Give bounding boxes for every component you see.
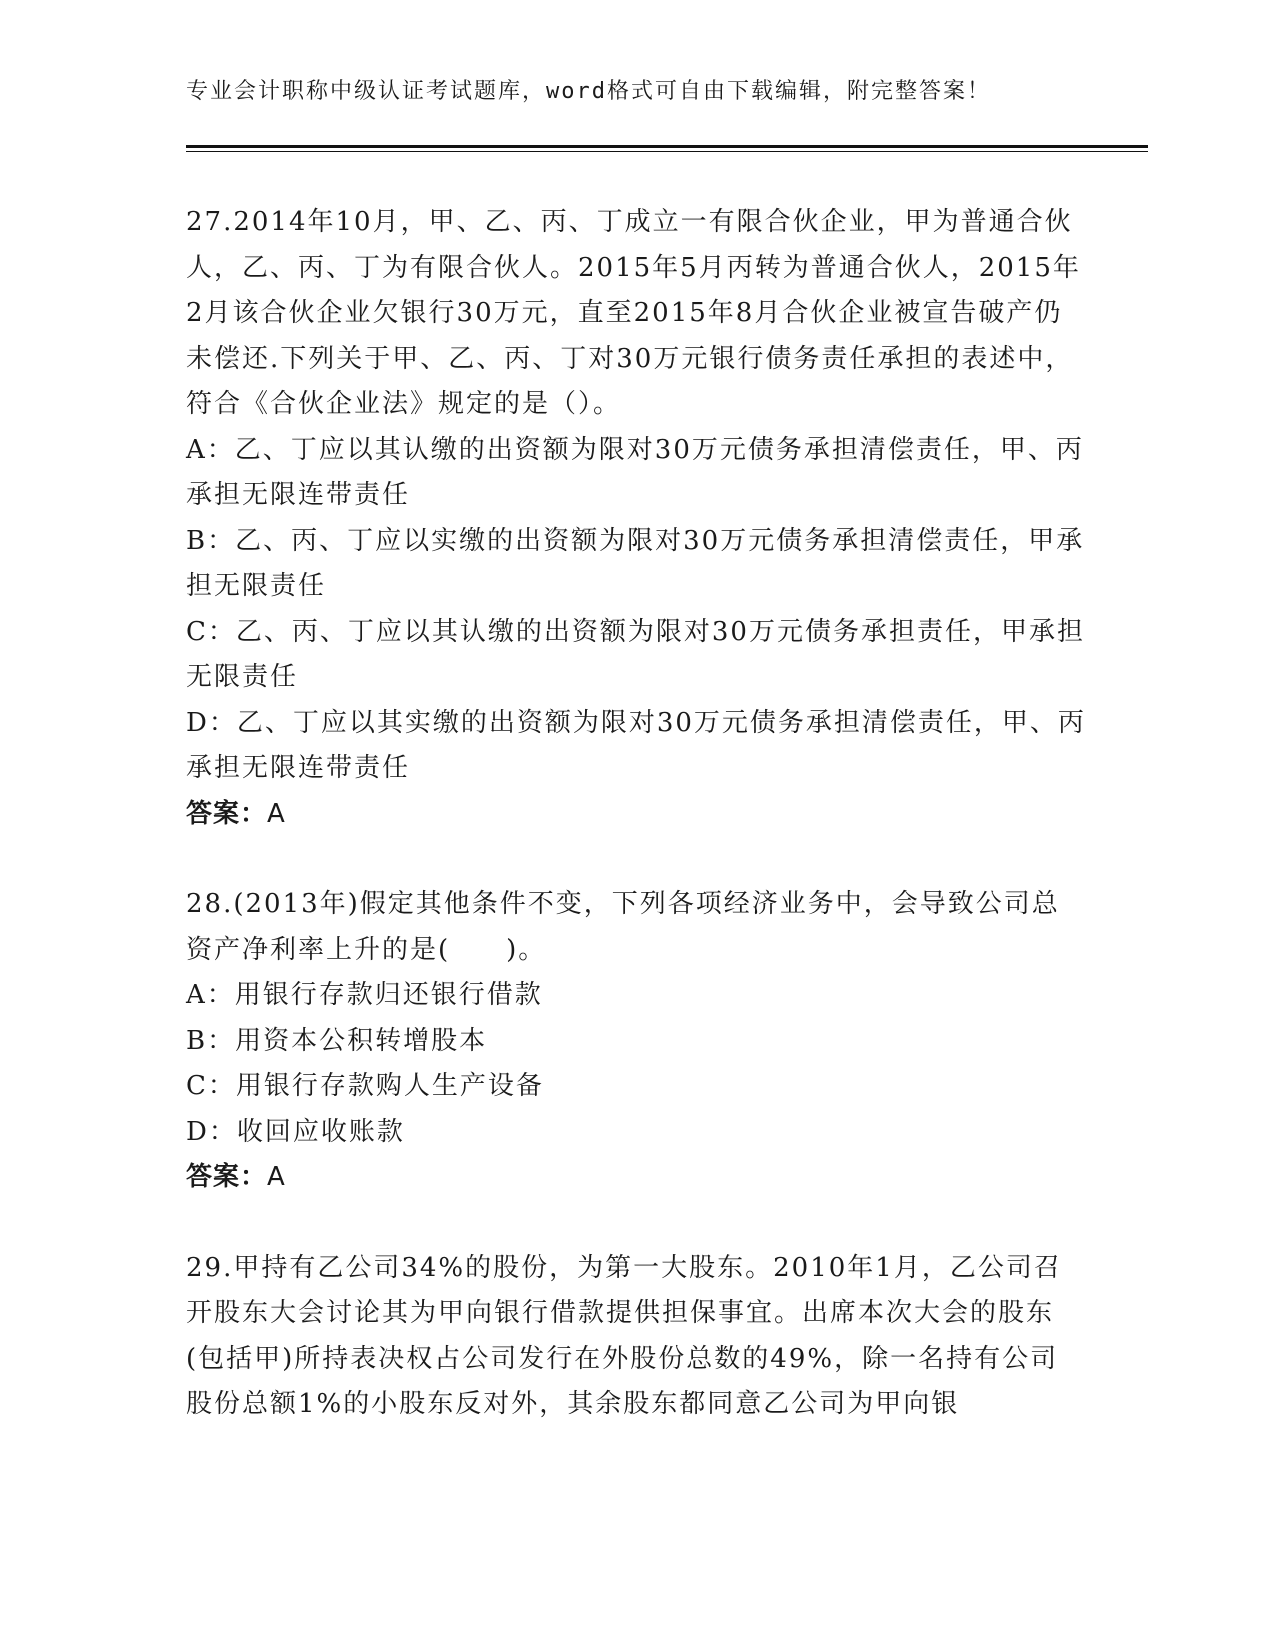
question-29: [186, 1246, 1086, 1428]
option-c: C：乙、丙、丁应以其认缴的出资额为限对30万元债务承担责任，甲承担无限责任: [186, 616, 1085, 692]
answer-label: 答案：: [186, 1162, 268, 1192]
question-list: [186, 200, 1086, 1473]
question-28: [186, 882, 1086, 1201]
question-stem: 28.(2013年)假定其他条件不变，下列各项经济业务中，会导致公司总资产净利率上升的是( )。: [186, 889, 1060, 965]
option-d: D：乙、丁应以其实缴的出资额为限对30万元债务承担清偿责任，甲、丙承担无限连带责任: [186, 707, 1086, 783]
header-rule-thick: [186, 145, 1148, 148]
option-a: A：用银行存款归还银行借款: [186, 980, 543, 1010]
option-b: B：用资本公积转增股本: [186, 1025, 488, 1056]
option-d: D：收回应收账款: [186, 1116, 405, 1147]
question-stem: 29.甲持有乙公司34%的股份，为第一大股东。2010年1月，乙公司召开股东大会讨论其为甲向银行借款提供担保事宜。出席本次大会的股东(包括甲)所持表决权占公司发行在外股份总数的49%，除一名持有公司股份总额1%的小股东反对外，其余股东都同意乙公司为甲向银: [186, 1252, 1062, 1419]
question-stem: 27.2014年10月，甲、乙、丙、丁成立一有限合伙企业，甲为普通合伙人，乙、丙、丁为有限合伙人。2015年5月丙转为普通合伙人，2015年2月该合伙企业欠银行30万元，直至2015年8月合伙企业被宣告破产仍未偿还.下列关于甲、乙、丙、丁对30万元银行债务责任承担的表述中，符合《合伙企业法》规定的是（）。: [186, 207, 1081, 419]
option-a: A：乙、丁应以其认缴的出资额为限对30万元债务承担清偿责任，甲、丙承担无限连带责任: [186, 434, 1084, 510]
header-rule-thin: [186, 151, 1148, 152]
answer-line: [186, 792, 1086, 838]
answer-value: A: [267, 1162, 286, 1192]
question-27: [186, 200, 1086, 837]
option-b: B：乙、丙、丁应以实缴的出资额为限对30万元债务承担清偿责任，甲承担无限责任: [186, 525, 1085, 601]
option-c: C：用银行存款购人生产设备: [186, 1071, 544, 1101]
answer-value: A: [267, 798, 286, 829]
answer-line: [186, 1155, 1086, 1201]
answer-label: 答案：: [186, 798, 268, 829]
page-header: 专业会计职称中级认证考试题库，word格式可自由下载编辑，附完整答案！: [186, 79, 991, 104]
